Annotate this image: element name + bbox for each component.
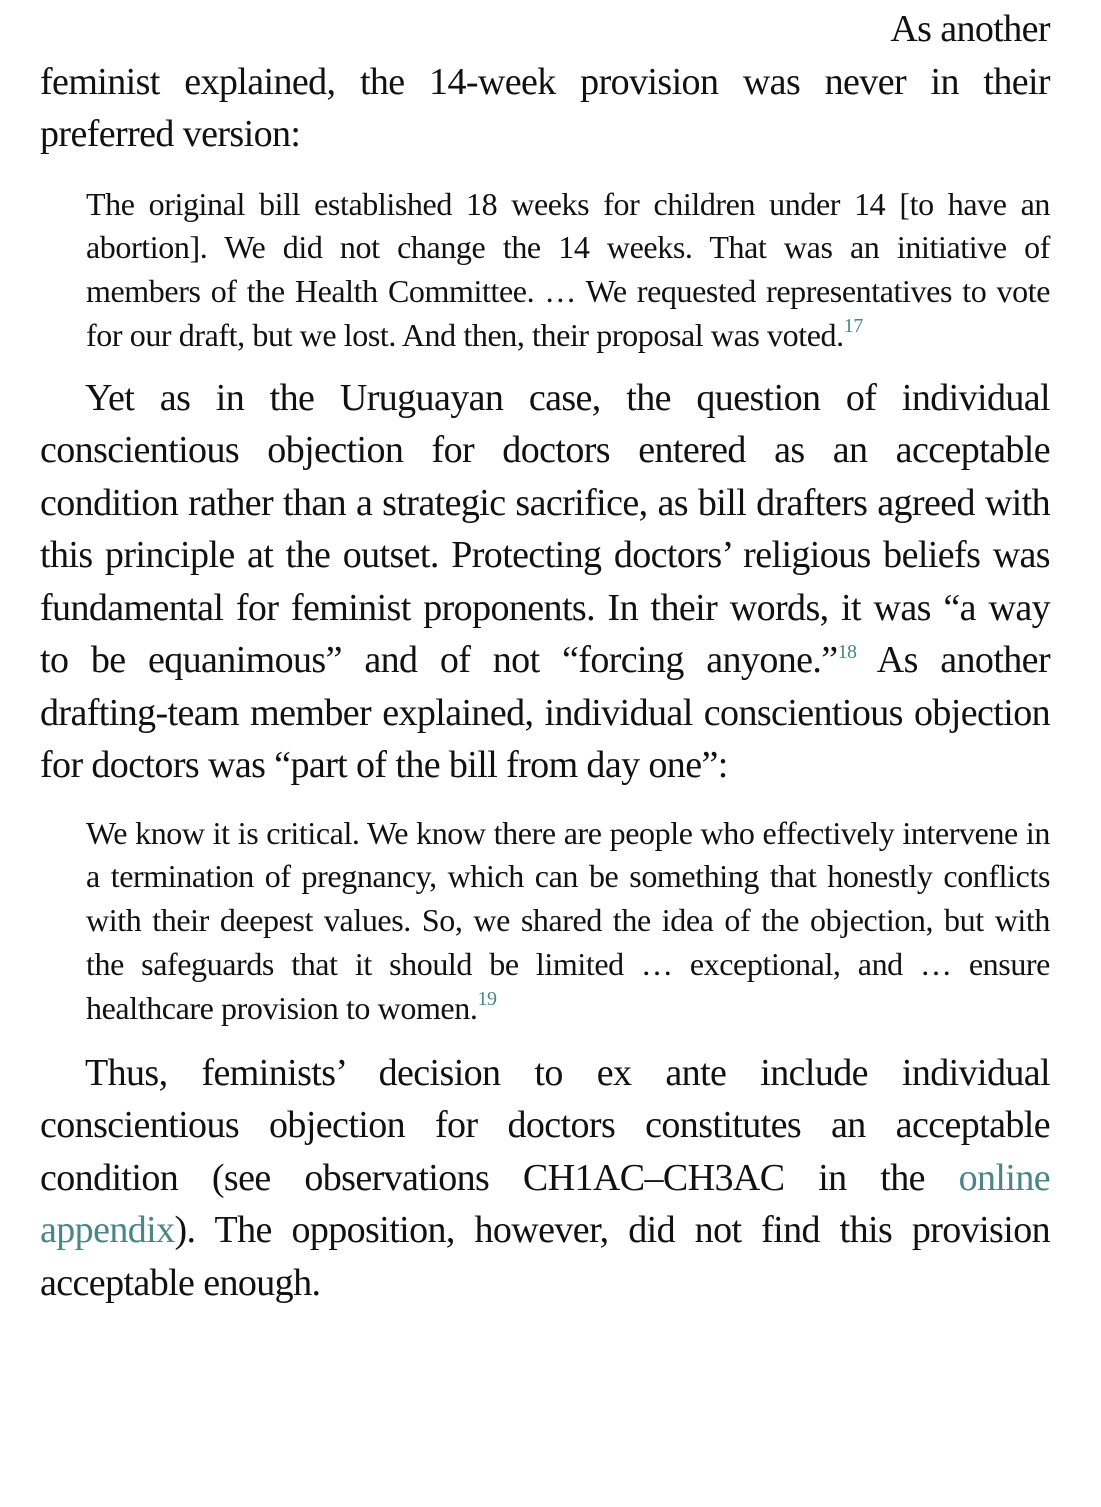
paragraph-conclusion (40, 1047, 1050, 1310)
document-page (40, 0, 1050, 1309)
block-quote-2 (86, 812, 1050, 1031)
paragraph-2-text-a: Yet as in the Uruguayan case, the question of individual conscientious objection for doctors entered as an acceptable condition rather than a strategic sacrifice, as bill drafters agreed with this principle at the outset. Protecting doctors’ religious beliefs was fundamental for feminist proponents. In their words, it was “a way to be equanimous” and of not “forcing anyone.” (40, 376, 1050, 682)
paragraph-intro (40, 3, 1050, 161)
block-quote-2-text: We know it is critical. We know there are people who effectively intervene in a termination of pregnancy, which can be something that honestly conflicts with their deepest values. So, we shared the idea of the objection, but with the safeguards that it should be limited … exceptional, and … ensure healthcare provision to women. (86, 814, 1050, 1026)
paragraph-2-text-b: As another drafting-team member explained, individual conscientious objection for doctors was “part of the bill from day one”: (40, 639, 1051, 787)
paragraph-intro-text: feminist explained, the 14-week provision was never in their preferred version: (40, 60, 1050, 155)
block-quote-1-text: The original bill established 18 weeks for children under 14 [to have an abortion]. We did not change the 14 weeks. That was an initiative of members of the Health Committee. … We requested representatives to vote for our draft, but we lost. And then, their proposal was voted. (86, 185, 1050, 353)
online-appendix-link[interactable]: online appendix (40, 1156, 1050, 1252)
footnote-ref-19[interactable]: 19 (477, 987, 497, 1010)
paragraph-conscientious-objection (40, 372, 1050, 792)
block-quote-1 (86, 183, 1050, 358)
footnote-ref-18[interactable]: 18 (837, 641, 857, 664)
paragraph-3-text-b: ). The opposition, however, did not find this provision acceptable enough. (40, 1209, 1050, 1304)
footnote-ref-17[interactable]: 17 (843, 314, 863, 337)
paragraph-intro-first-line: As another (890, 8, 1050, 50)
paragraph-3-text-a: Thus, feminists’ decision to ex ante include individual conscientious objection for doctors constitutes an acceptable condition (see observations CH1AC–CH3AC in the (40, 1051, 1050, 1199)
